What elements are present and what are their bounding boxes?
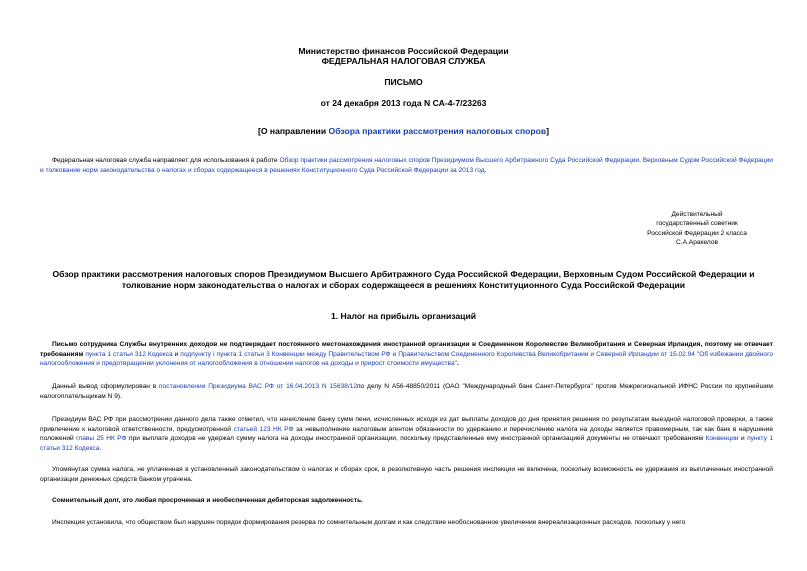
para2-text: Данный вывод сформулирован в xyxy=(52,383,160,390)
paragraph-3 xyxy=(40,415,773,453)
para3-t2: за невыполнение налоговым агентом обязанности по удержанию и перечислению налога на доходы является правомерным, так как банк в нарушение положений xyxy=(40,425,773,443)
review-link[interactable]: Обзор практики рассмотрения налоговых споров Президиумом Высшего Арбитражного Суда Российской Федерации, Верховным Судом Российской Федерации и толкование норм законодательства о налогах и сборах содержащееся в решениях Конституционного Суда Российской Федерации за 2013 год xyxy=(40,157,773,174)
link-art123[interactable]: статьей 123 НК РФ xyxy=(233,425,294,433)
service-heading: ФЕДЕРАЛЬНАЯ НАЛОГОВАЯ СЛУЖБА xyxy=(321,56,486,66)
link-art312[interactable]: пункта 1 статьи 312 Кодекса xyxy=(85,350,173,358)
link-convention-short[interactable]: Конвенции xyxy=(705,435,739,443)
signature-line1: Действительный xyxy=(671,211,723,218)
intro-end: . xyxy=(484,166,487,174)
intro-paragraph xyxy=(40,156,773,175)
signature-block xyxy=(627,210,767,248)
link-resolution[interactable]: постановлении Президиума ВАС РФ от 16.04.2013 N 15638/12 xyxy=(159,383,357,390)
para1-end: . xyxy=(457,360,459,368)
doc-type-heading: ПИСЬМО xyxy=(384,77,423,87)
para3-t4: и xyxy=(738,435,748,443)
subject-line xyxy=(0,126,807,136)
subject-open: [О направлении xyxy=(257,126,329,136)
subject-close: ] xyxy=(546,126,550,136)
para3-t3: при выплате доходов не удержал сумму налога на доходы иностранной организации, поскольку представленные ему иностранной организацией документы не отвечают требованиям xyxy=(126,435,706,443)
paragraph-2 xyxy=(40,382,773,401)
signature-name: С.А.Аракелов xyxy=(675,239,719,247)
signature-line3: Российской Федерации 2 класса xyxy=(647,229,747,237)
ministry-heading: Министерство финансов Российской Федерации xyxy=(298,46,509,56)
link-art312-p1[interactable]: пункту 1 статьи 312 Кодекса xyxy=(40,435,773,452)
signature-line2: государственный советник xyxy=(656,220,738,228)
paragraph-5: Сомнительный долг, это любая просроченная и необеспеченная дебиторская задолженность. xyxy=(52,497,363,504)
para1-bold: Письмо сотрудника Службы внутренних доходов не подтверждает постоянного местонахождения иностранной организации в Соединенном Королевстве Великобритания и Северная Ирландия, поэтому не отвечает требованиям xyxy=(40,341,773,358)
paragraph-6: Инспекция установила, что обществом был нарушен порядок формирования резерва по сомнительным долгам и как следствие необоснованное увеличение внереализационных расходов, поскольку у него xyxy=(52,519,686,526)
review-title: Обзор практики рассмотрения налоговых споров Президиумом Высшего Арбитражного Суда Российской Федерации, Верховным Судом Российской Федерации и толкование норм законодательства о налогах и сборах содержащееся в решениях Конституционного Суда Российской Федерации xyxy=(52,269,755,290)
paragraph-1 xyxy=(40,340,773,369)
para3-t5: . xyxy=(99,444,102,452)
link-convention[interactable]: подпункту i пункта 1 статьи 3 Конвенции между Правительством РФ и Правительством Соединенного Королевства Великобритании и Северной Ирландии от 15.02.94 "Об избежании двойного налогообложения и предотвращении уклонения от налогообложения в отношении налогов на доходы и прирост стоимости имущества" xyxy=(40,350,773,368)
para3-t1: Президиум ВАС РФ при рассмотрении данного дела также отметил, что начисление банку сумм пени, исчисленных исходя из дат выплаты доходов до дня принятия решения по результатам выездной налоговой проверки, а также привлечение к налоговой ответственности, предусмотренной xyxy=(40,416,773,433)
date-number-heading: от 24 декабря 2013 года N СА-4-7/23263 xyxy=(320,98,487,108)
paragraph-4: Упомянутая сумма налога, не уплаченная в установленный законодательством о налогах и сборах срок, в резолютивную часть решения инспекции не включена, поскольку возможность ее удержания из выплаченных иностранной организации денежных средств банком утрачена. xyxy=(40,466,773,483)
link-ch25[interactable]: главы 25 НК РФ xyxy=(76,435,127,443)
para1-mid: и xyxy=(172,350,181,358)
section-title: 1. Налог на прибыль организаций xyxy=(330,311,477,321)
intro-text: Федеральная налоговая служба направляет для использования в работе xyxy=(52,157,280,164)
subject-link[interactable]: Обзора практики рассмотрения налоговых споров xyxy=(328,126,547,136)
para2-after: по делу N А56-48850/2011 (ОАО "Международный банк Санкт-Петербурга" против Межрегиональной ИФНС России по крупнейшим налогоплательщикам N 9). xyxy=(40,383,773,400)
